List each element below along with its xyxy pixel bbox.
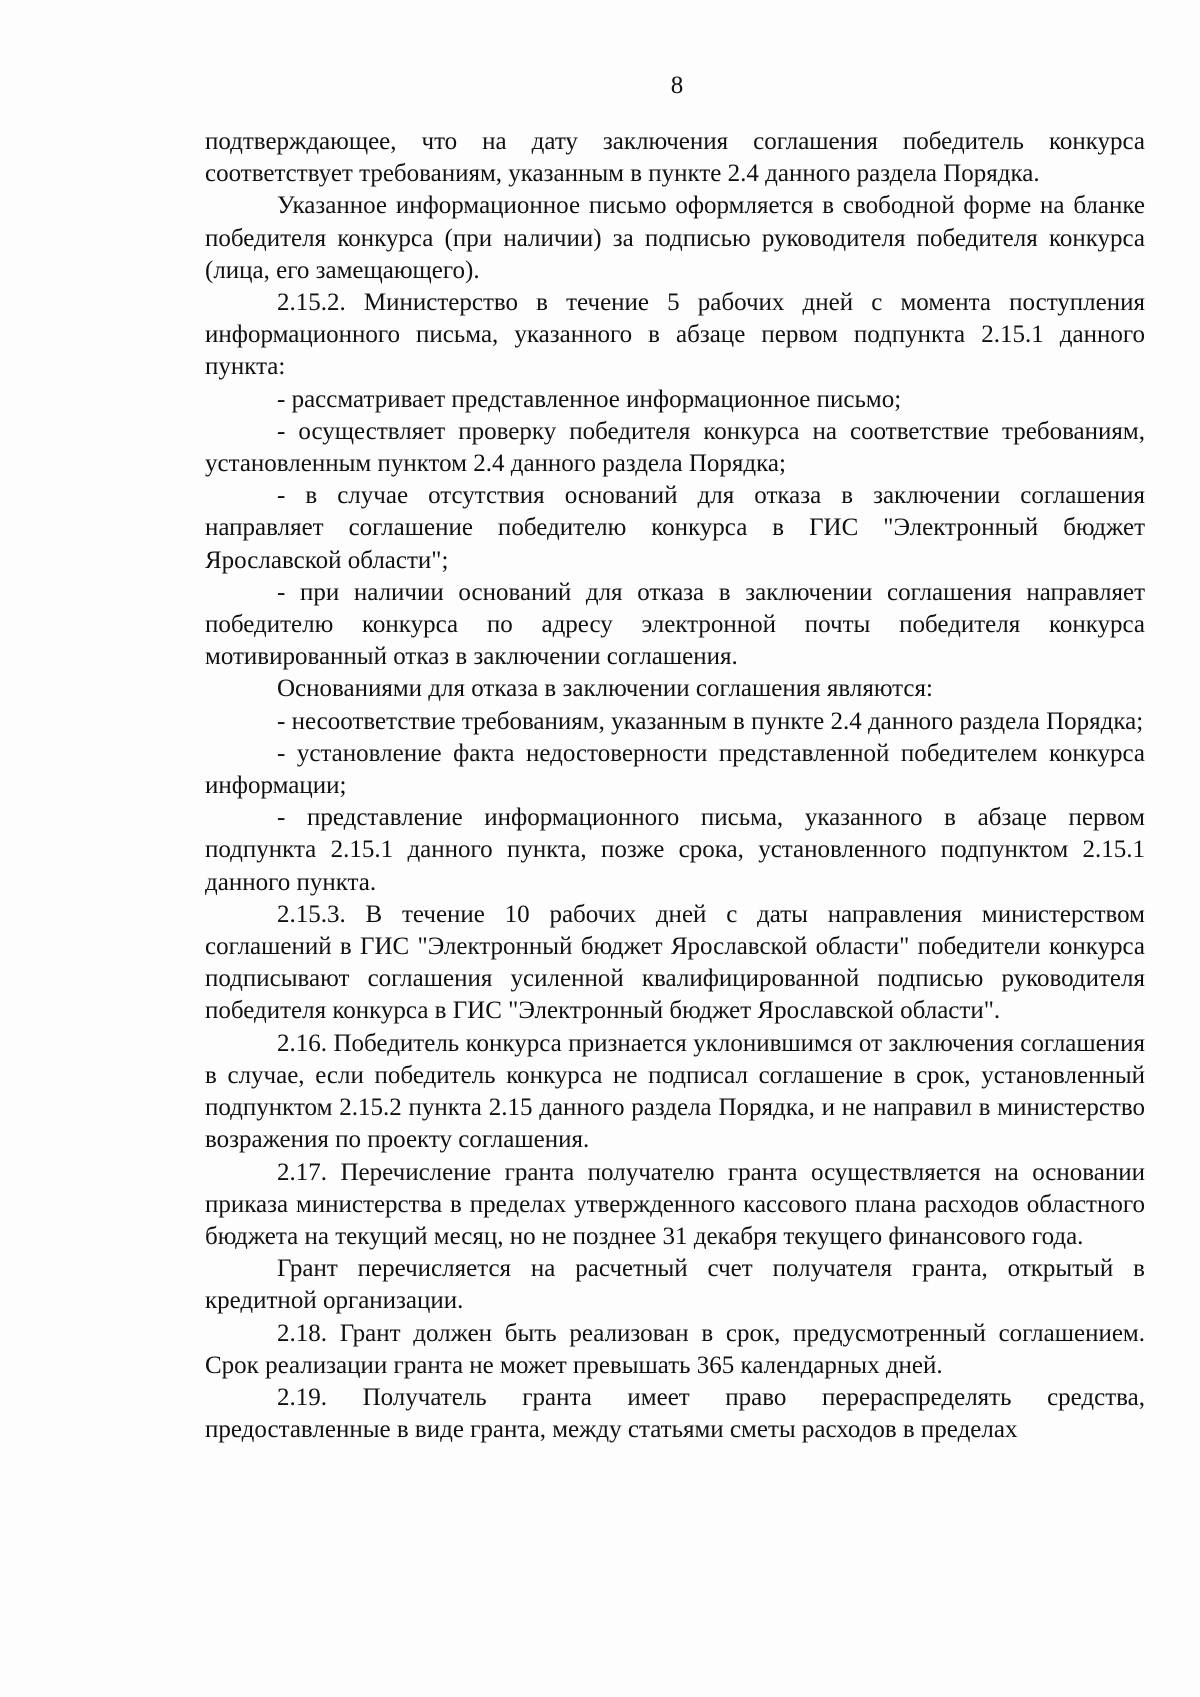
- list-item-send-agreement: - в случае отсутствия оснований для отказа в заключении соглашения направляет соглашение победителю конкурса в ГИС "Электронный бюджет Ярославской области";: [205, 482, 1145, 574]
- document-body: [205, 126, 1145, 1446]
- list-item-late-letter: - представление информационного письма, указанного в абзаце первом подпункта 2.15.1 данного пункта, позже срока, установленного подпунктом 2.15.1 данного пункта.: [205, 804, 1145, 896]
- paragraph-continuation: подтверждающее, что на дату заключения соглашения победитель конкурса соответствует требованиям, указанным в пункте 2.4 данного раздела Порядка.: [205, 128, 1145, 188]
- paragraph-refusal-grounds: Основаниями для отказа в заключении соглашения являются:: [277, 675, 933, 703]
- list-item-nonconformity: - несоответствие требованиям, указанным в пункте 2.4 данного раздела Порядка;: [277, 707, 1144, 735]
- paragraph-2-15-3: 2.15.3. В течение 10 рабочих дней с даты направления министерством соглашений в ГИС "Электронный бюджет Ярославской области" победители конкурса подписывают соглашения усиленной квалифицированной подписью руководителя победителя конкурса в ГИС "Электронный бюджет Ярославской области".: [205, 900, 1145, 1025]
- paragraph-2-18: 2.18. Грант должен быть реализован в срок, предусмотренный соглашением. Срок реализации гранта не может превышать 365 календарных дней.: [205, 1319, 1145, 1379]
- paragraph-grant-transfer: Грант перечисляется на расчетный счет получателя гранта, открытый в кредитной организации.: [205, 1255, 1145, 1315]
- paragraph-2-16: 2.16. Победитель конкурса признается уклонившимся от заключения соглашения в случае, если победитель конкурса не подписал соглашение в срок, установленный подпунктом 2.15.2 пункта 2.15 данного раздела Порядка, и не направил в министерство возражения по проекту соглашения.: [205, 1029, 1145, 1154]
- paragraph-2-17: 2.17. Перечисление гранта получателю гранта осуществляется на основании приказа министерства в пределах утвержденного кассового плана расходов областного бюджета на текущий месяц, но не позднее 31 декабря текущего финансового года.: [205, 1158, 1145, 1250]
- paragraph-2-19: 2.19. Получатель гранта имеет право перераспределять средства, предоставленные в виде гранта, между статьями сметы расходов в пределах: [205, 1383, 1145, 1444]
- list-item-check-winner: - осуществляет проверку победителя конкурса на соответствие требованиям, установленным пунктом 2.4 данного раздела Порядка;: [205, 417, 1145, 478]
- paragraph-2-15-2: 2.15.2. Министерство в течение 5 рабочих дней с момента поступления информационного письма, указанного в абзаце первом подпункта 2.15.1 данного пункта:: [205, 289, 1145, 381]
- page-number: 8: [670, 72, 684, 99]
- paragraph-info-letter-form: Указанное информационное письмо оформляется в свободной форме на бланке победителя конкурса (при наличии) за подписью руководителя победителя конкурса (лица, его замещающего).: [205, 192, 1145, 284]
- list-item-review-letter: - рассматривает представленное информационное письмо;: [277, 385, 902, 413]
- list-item-send-refusal: - при наличии оснований для отказа в заключении соглашения направляет победителю конкурса по адресу электронной почты победителя конкурса мотивированный отказ в заключении соглашения.: [205, 578, 1145, 671]
- list-item-false-info: - установление факта недостоверности представленной победителем конкурса информации;: [205, 739, 1145, 800]
